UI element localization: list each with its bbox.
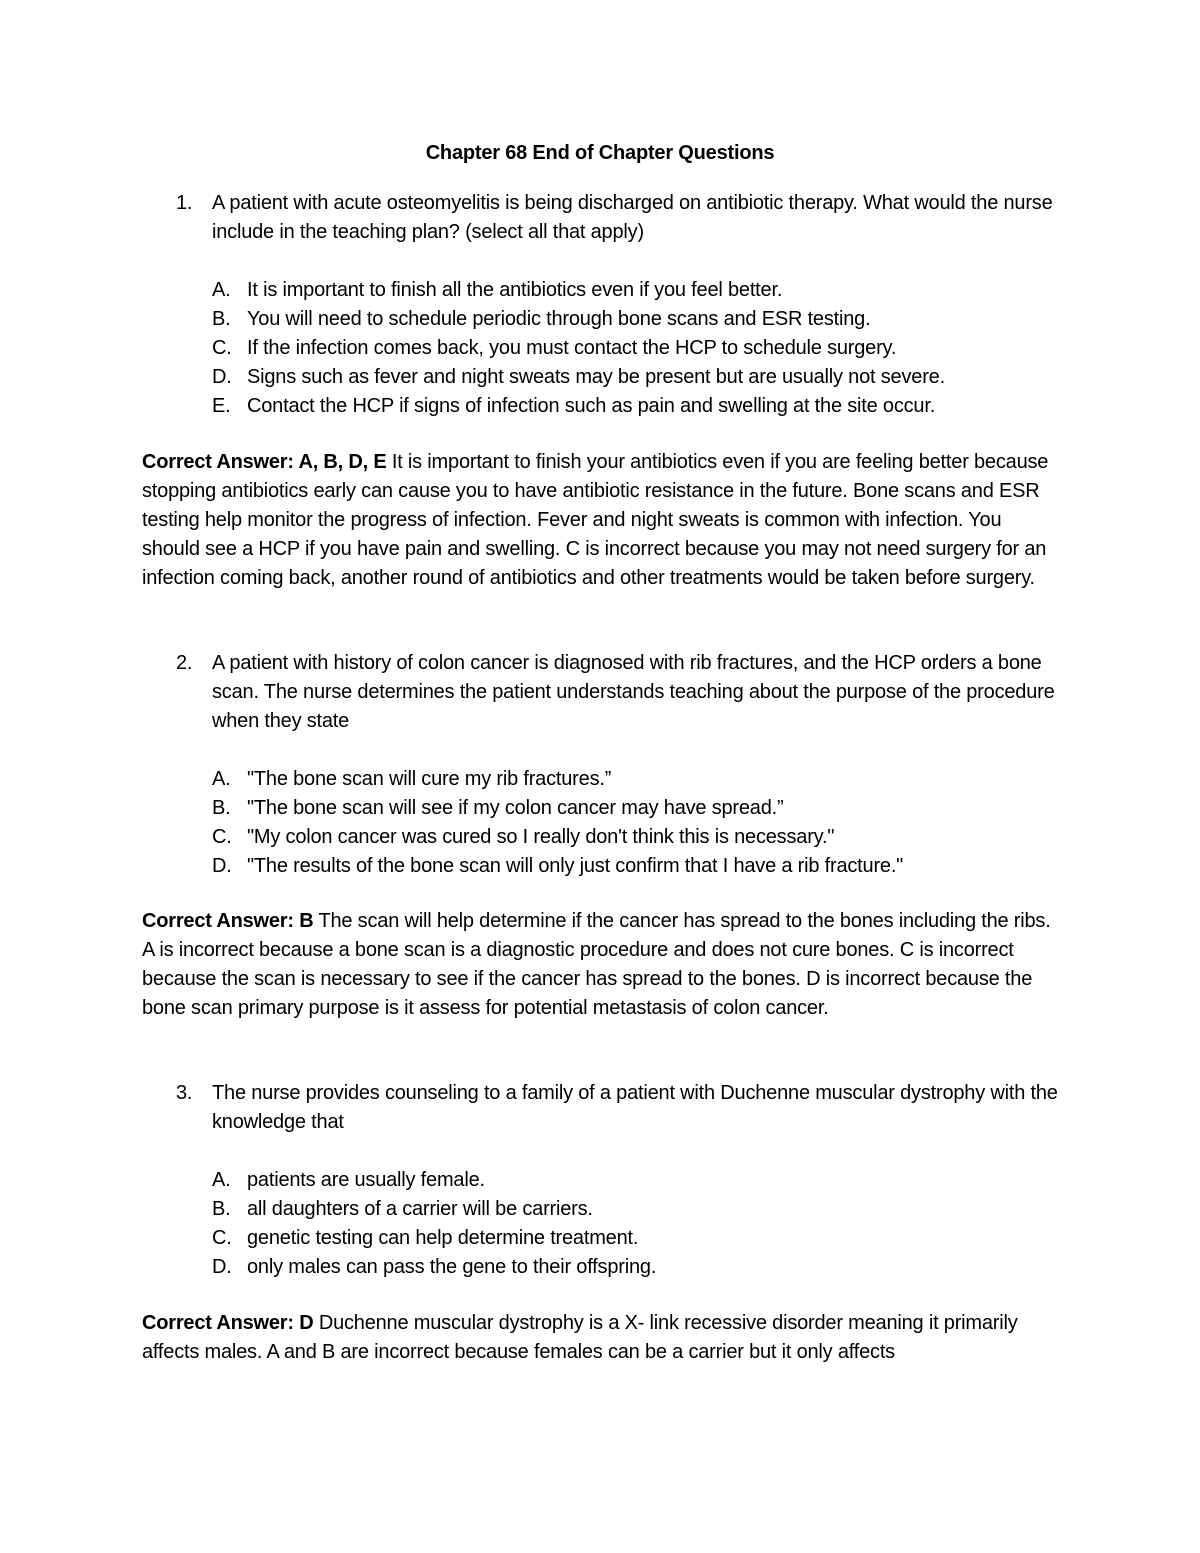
option-item (212, 765, 1072, 794)
option-letter: A. (212, 1169, 231, 1191)
question-number: 3. (176, 1082, 193, 1104)
option-letter: A. (212, 279, 231, 301)
question-number: 2. (176, 652, 193, 674)
option-item (212, 392, 1072, 421)
option-letter: C. (212, 1227, 232, 1249)
correct-answer-label: Correct Answer: B (142, 910, 314, 932)
option-item (212, 1195, 1072, 1224)
question-3 (142, 1079, 1072, 1282)
option-list (142, 765, 1072, 881)
option-item (212, 334, 1072, 363)
option-letter: D. (212, 1256, 232, 1278)
answer-explanation-1 (142, 448, 1062, 593)
option-text: only males can pass the gene to their offspring. (247, 1256, 657, 1278)
option-item (212, 305, 1072, 334)
option-text: patients are usually female. (247, 1169, 485, 1191)
question-text: The nurse provides counseling to a family of a patient with Duchenne muscular dystrophy with the knowledge that (212, 1082, 1058, 1133)
question-stem (142, 1079, 1072, 1137)
answer-text: The scan will help determine if the cancer has spread to the bones including the ribs. A is incorrect because a bone scan is a diagnostic procedure and does not cure bones. C is incorrect because the scan is necessary to see if the cancer has spread to the bones. D is incorrect because the bone scan primary purpose is it assess for potential metastasis of colon cancer. (142, 910, 1051, 1019)
option-letter: B. (212, 797, 231, 819)
option-letter: D. (212, 855, 232, 877)
option-item (212, 852, 1072, 881)
option-text: all daughters of a carrier will be carriers. (247, 1198, 593, 1220)
option-letter: C. (212, 826, 232, 848)
question-stem (142, 649, 1072, 736)
option-text: If the infection comes back, you must contact the HCP to schedule surgery. (247, 337, 897, 359)
page-title: Chapter 68 End of Chapter Questions (425, 142, 775, 164)
option-item (212, 1224, 1072, 1253)
answer-explanation-3 (142, 1309, 1062, 1367)
option-list (142, 276, 1072, 421)
question-stem (142, 189, 1072, 247)
option-item (212, 363, 1072, 392)
option-text: "The bone scan will cure my rib fractures.” (247, 768, 612, 790)
option-letter: D. (212, 366, 232, 388)
option-text: "The results of the bone scan will only just confirm that I have a rib fracture." (247, 855, 904, 877)
option-text: It is important to finish all the antibiotics even if you feel better. (247, 279, 783, 301)
answer-text: It is important to finish your antibiotics even if you are feeling better because stopping antibiotics early can cause you to have antibiotic resistance in the future. Bone scans and ESR testing help monitor the progress of infection. Fever and night sweats is common with infection. You should see a HCP if you have pain and swelling. C is incorrect because you may not need surgery for an infection coming back, another round of antibiotics and other treatments would be taken before surgery. (142, 451, 1049, 589)
option-text: You will need to schedule periodic through bone scans and ESR testing. (247, 308, 871, 330)
option-text: genetic testing can help determine treatment. (247, 1227, 639, 1249)
correct-answer-label: Correct Answer: A, B, D, E (142, 451, 387, 473)
question-text: A patient with acute osteomyelitis is being discharged on antibiotic therapy. What would the nurse include in the teaching plan? (select all that apply) (212, 192, 1053, 243)
option-item (212, 794, 1072, 823)
option-item (212, 1253, 1072, 1282)
option-text: "The bone scan will see if my colon cancer may have spread.” (247, 797, 784, 819)
option-text: Signs such as fever and night sweats may be present but are usually not severe. (247, 366, 945, 388)
answer-explanation-2 (142, 907, 1062, 1023)
option-letter: B. (212, 1198, 231, 1220)
option-letter: A. (212, 768, 231, 790)
correct-answer-label: Correct Answer: D (142, 1312, 314, 1334)
option-letter: C. (212, 337, 232, 359)
question-1 (142, 189, 1072, 421)
option-text: "My colon cancer was cured so I really don't think this is necessary." (247, 826, 835, 848)
question-2 (142, 649, 1072, 881)
option-text: Contact the HCP if signs of infection such as pain and swelling at the site occur. (247, 395, 936, 417)
question-number: 1. (176, 192, 193, 214)
option-item (212, 276, 1072, 305)
option-list (142, 1166, 1072, 1282)
option-letter: E. (212, 395, 231, 417)
option-item (212, 823, 1072, 852)
option-letter: B. (212, 308, 231, 330)
question-text: A patient with history of colon cancer is diagnosed with rib fractures, and the HCP orders a bone scan. The nurse determines the patient understands teaching about the purpose of the procedure when they state (212, 652, 1055, 732)
answer-text: Duchenne muscular dystrophy is a X- link recessive disorder meaning it primarily affects males. A and B are incorrect because females can be a carrier but it only affects (142, 1312, 1018, 1363)
option-item (212, 1166, 1072, 1195)
